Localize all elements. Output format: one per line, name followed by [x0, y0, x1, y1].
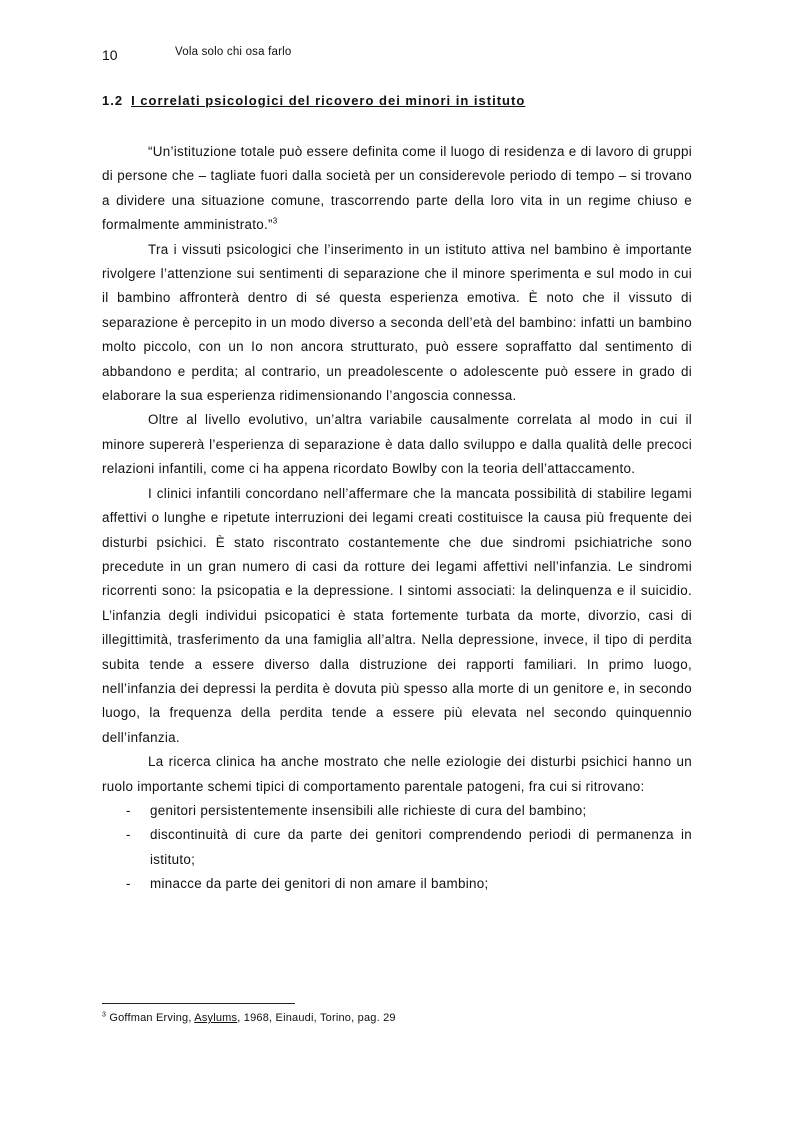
bullet-marker: -: [126, 876, 131, 892]
bullet-marker: -: [126, 827, 131, 843]
paragraph: I clinici infantili concordano nell’affermare che la mancata possibilità di stabilire legami affettivi o lunghe e ripetute interruzioni dei legami creati costituisce la causa più frequente dei disturbi psichici. È stato riscontrato costantemente che due sindromi psichiatriche sono precedute in un gran numero di casi da rotture dei legami affettivi nell’infanzia. Le sindromi ricorrenti sono: la psicopatia e la depressione. I sintomi associati: la delinquenza e il suicidio. L’infanzia degli individui psicopatici è stata fortemente turbata da morte, divorzio, casi di illegittimità, trasferimento da una famiglia all’altra. Nella depressione, invece, il tipo di perdita subita tende a essere diverso dalla distruzione dei rapporti familiari. In primo luogo, nell’infanzia dei depressi la perdita è dovuta più spesso alla morte di un genitore e, in secondo luogo, la frequenza della perdita tende a essere più elevata nel secondo quinquennio dell’infanzia.: [102, 485, 692, 745]
list-item-text: discontinuità di cure da parte dei genitori comprendendo periodi di permanenza in istituto;: [150, 827, 692, 867]
body-text: [102, 140, 692, 897]
footnote-text-before: Goffman Erving,: [106, 1012, 195, 1024]
page-number: 10: [102, 47, 118, 63]
page-header: [102, 46, 692, 66]
section-number: 1.2: [102, 93, 124, 108]
footnote-text-after: , 1968, Einaudi, Torino, pag. 29: [237, 1012, 396, 1024]
footnote-reference: 3: [272, 216, 278, 226]
footnote-book-title: Asylums: [194, 1012, 238, 1024]
footnote-divider: [102, 1003, 295, 1004]
list-item-text: minacce da parte dei genitori di non amare il bambino;: [150, 876, 489, 892]
paragraph-text: “Un’istituzione totale può essere definita come il luogo di residenza e di lavoro di gruppi di persone che – tagliate fuori dalla società per un considerevole periodo di tempo – si trovano a dividere una situazione comune, trascorrendo parte della loro vita in un regime chiuso e formalmente amministrato.”: [102, 144, 692, 233]
paragraph-quote: [102, 140, 692, 238]
bullet-list: [102, 799, 692, 897]
list-item-text: genitori persistentemente insensibili alle richieste di cura del bambino;: [150, 802, 587, 818]
footnote-number: 3: [102, 1011, 107, 1019]
list-item: [102, 872, 692, 896]
section-heading: [102, 93, 692, 108]
bullet-marker: -: [126, 802, 131, 818]
footnote: [102, 1012, 692, 1024]
section-title: I correlati psicologici del ricovero dei minori in istituto: [131, 93, 526, 108]
list-item: [102, 799, 692, 823]
paragraph: La ricerca clinica ha anche mostrato che nelle eziologie dei disturbi psichici hanno un ruolo importante schemi tipici di comportamento parentale patogeni, fra cui si ritrovano:: [102, 754, 692, 794]
paragraph: Oltre al livello evolutivo, un’altra variabile causalmente correlata al modo in cui il minore supererà l’esperienza di separazione è data dallo sviluppo e dalla qualità delle precoci relazioni infantili, come ci ha appena ricordato Bowlby con la teoria dell’attaccamento.: [102, 412, 692, 477]
paragraph: Tra i vissuti psicologici che l’inserimento in un istituto attiva nel bambino è importante rivolgere l’attenzione sui sentimenti di separazione che il minore sperimenta e sul modo in cui il bambino affronterà dentro di sé questa esperienza emotiva. È noto che il vissuto di separazione è percepito in un modo diverso a seconda dell’età del bambino: infatti un bambino molto piccolo, con un Io non ancora strutturato, può essere sopraffatto dal sentimento di abbandono e perdita; al contrario, un preadolescente o adolescente può essere in grado di elaborare la sua esperienza ridimensionando l’angoscia connessa.: [102, 241, 692, 404]
list-item: [102, 823, 692, 872]
running-title: Vola solo chi osa farlo: [175, 46, 292, 58]
